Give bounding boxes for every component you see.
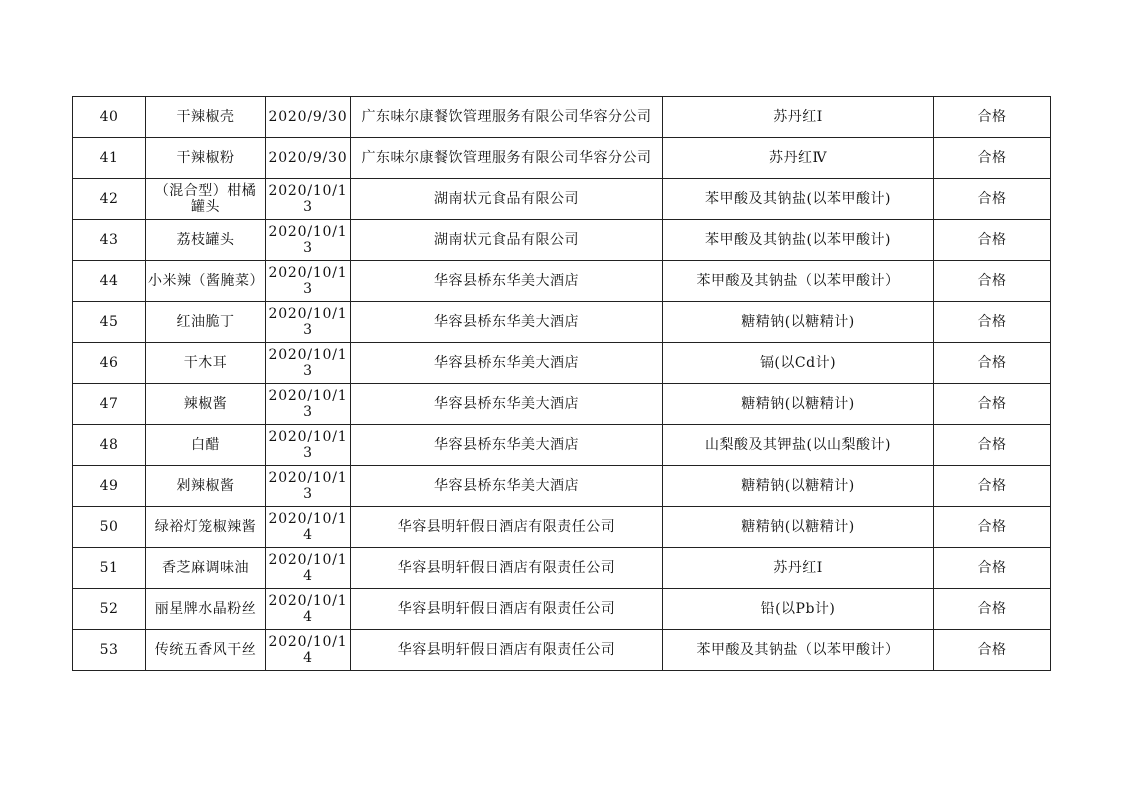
sampling-date: 2020/9/30 [266,97,351,138]
test-result: 合格 [934,220,1051,261]
test-item: 糖精钠(以糖精计) [663,302,934,343]
table-row [73,548,1051,589]
table-row [73,630,1051,671]
test-item: 镉(以Cd计) [663,343,934,384]
food-name: 荔枝罐头 [146,220,266,261]
row-number: 46 [73,343,146,384]
table-row [73,220,1051,261]
sampling-date: 2020/10/14 [266,507,351,548]
test-result: 合格 [934,589,1051,630]
table-row [73,138,1051,179]
sampling-date: 2020/10/13 [266,302,351,343]
food-name: 绿裕灯笼椒辣酱 [146,507,266,548]
company-name: 华容县桥东华美大酒店 [351,343,663,384]
sampling-date: 2020/10/14 [266,548,351,589]
test-item: 苯甲酸及其钠盐(以苯甲酸计) [663,220,934,261]
food-name: 辣椒酱 [146,384,266,425]
test-result: 合格 [934,302,1051,343]
sampling-date: 2020/10/14 [266,589,351,630]
test-item: 苏丹红Ⅰ [663,97,934,138]
food-name: 白醋 [146,425,266,466]
food-name: 红油脆丁 [146,302,266,343]
test-result: 合格 [934,384,1051,425]
company-name: 华容县明轩假日酒店有限责任公司 [351,507,663,548]
table-row [73,179,1051,220]
food-name: 传统五香风干丝 [146,630,266,671]
test-item: 苏丹红Ⅳ [663,138,934,179]
food-name: 剁辣椒酱 [146,466,266,507]
inspection-results-table [72,96,1051,671]
test-result: 合格 [934,261,1051,302]
table-row [73,466,1051,507]
sampling-date: 2020/10/13 [266,384,351,425]
test-item: 糖精钠(以糖精计) [663,507,934,548]
row-number: 49 [73,466,146,507]
company-name: 华容县桥东华美大酒店 [351,261,663,302]
row-number: 51 [73,548,146,589]
table-row [73,384,1051,425]
sampling-date: 2020/10/13 [266,343,351,384]
row-number: 53 [73,630,146,671]
test-result: 合格 [934,630,1051,671]
test-item: 糖精钠(以糖精计) [663,466,934,507]
sampling-date: 2020/9/30 [266,138,351,179]
test-item: 苯甲酸及其钠盐（以苯甲酸计） [663,630,934,671]
test-result: 合格 [934,466,1051,507]
row-number: 40 [73,97,146,138]
test-result: 合格 [934,138,1051,179]
table-row [73,589,1051,630]
test-result: 合格 [934,548,1051,589]
sampling-date: 2020/10/14 [266,630,351,671]
sampling-date: 2020/10/13 [266,179,351,220]
sampling-date: 2020/10/13 [266,261,351,302]
company-name: 华容县桥东华美大酒店 [351,466,663,507]
test-item: 铅(以Pb计) [663,589,934,630]
test-result: 合格 [934,425,1051,466]
company-name: 广东味尔康餐饮管理服务有限公司华容分公司 [351,97,663,138]
test-item: 苯甲酸及其钠盐（以苯甲酸计） [663,261,934,302]
row-number: 47 [73,384,146,425]
sampling-date: 2020/10/13 [266,466,351,507]
food-name: 干辣椒粉 [146,138,266,179]
food-name: （混合型）柑橘罐头 [146,179,266,220]
food-name: 干木耳 [146,343,266,384]
company-name: 华容县桥东华美大酒店 [351,302,663,343]
table-row [73,261,1051,302]
company-name: 华容县明轩假日酒店有限责任公司 [351,630,663,671]
food-name: 丽星牌水晶粉丝 [146,589,266,630]
food-name: 香芝麻调味油 [146,548,266,589]
company-name: 广东味尔康餐饮管理服务有限公司华容分公司 [351,138,663,179]
test-result: 合格 [934,97,1051,138]
food-name: 干辣椒壳 [146,97,266,138]
company-name: 华容县桥东华美大酒店 [351,425,663,466]
table-row [73,507,1051,548]
table-row [73,302,1051,343]
row-number: 45 [73,302,146,343]
sampling-date: 2020/10/13 [266,220,351,261]
table-row [73,343,1051,384]
test-item: 糖精钠(以糖精计) [663,384,934,425]
row-number: 50 [73,507,146,548]
test-result: 合格 [934,343,1051,384]
company-name: 华容县明轩假日酒店有限责任公司 [351,548,663,589]
company-name: 湖南状元食品有限公司 [351,179,663,220]
test-result: 合格 [934,179,1051,220]
test-item: 苏丹红I [663,548,934,589]
row-number: 52 [73,589,146,630]
row-number: 41 [73,138,146,179]
row-number: 44 [73,261,146,302]
table-row [73,425,1051,466]
sampling-date: 2020/10/13 [266,425,351,466]
table-row [73,97,1051,138]
row-number: 42 [73,179,146,220]
test-item: 苯甲酸及其钠盐(以苯甲酸计) [663,179,934,220]
company-name: 华容县桥东华美大酒店 [351,384,663,425]
test-result: 合格 [934,507,1051,548]
row-number: 43 [73,220,146,261]
company-name: 湖南状元食品有限公司 [351,220,663,261]
company-name: 华容县明轩假日酒店有限责任公司 [351,589,663,630]
test-item: 山梨酸及其钾盐(以山梨酸计) [663,425,934,466]
food-name: 小米辣（酱腌菜） [146,261,266,302]
row-number: 48 [73,425,146,466]
